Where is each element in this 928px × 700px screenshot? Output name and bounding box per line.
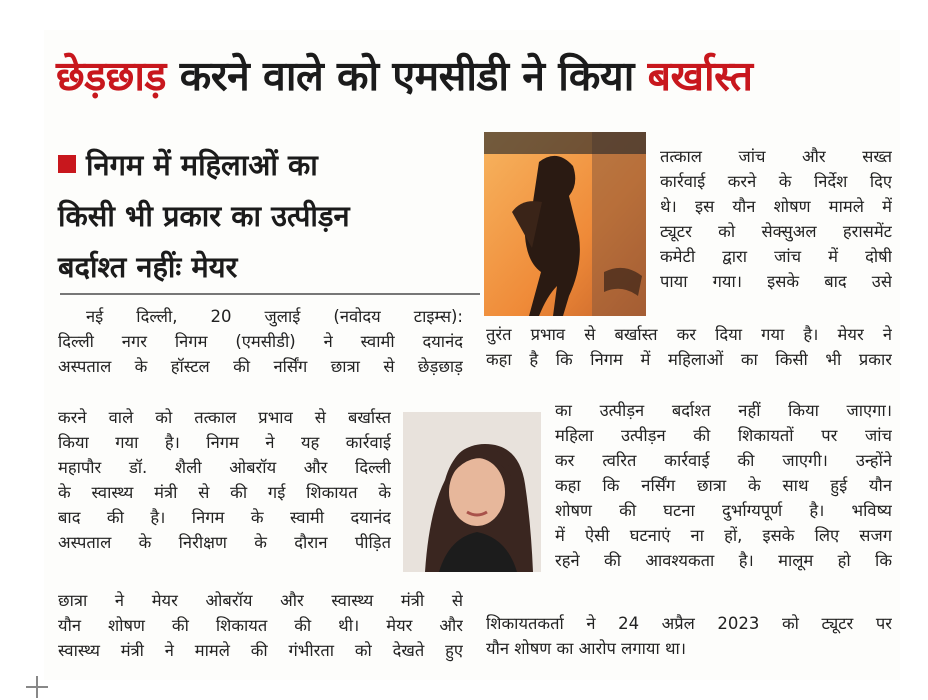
text-line: थे। इस यौन शोषण मामले में [660,197,892,216]
text-line: नई दिल्ली, 20 जुलाई (नवोदय टाइम्स): [86,307,463,326]
text-line: तत्काल जांच और सख्त [660,147,892,166]
text-line: कर त्वरित कार्रवाई की जाएगी। उन्होंने [555,451,892,470]
left-column-text-wrap [58,405,391,555]
text-line: कहा है कि निगम में महिलाओं का किसी भी प्रकार [486,350,892,369]
headline-part-3: बर्खास्त [647,52,753,100]
left-column-text-bottom [58,588,463,663]
left-column-text [58,304,463,379]
mayor-portrait-photo [403,412,541,572]
headline-part-2: करने वाले को एमसीडी ने किया [179,52,634,100]
text-line: स्वास्थ्य मंत्री ने मामले की गंभीरता को देखते हुए [58,641,463,660]
text-line: यौन शोषण की शिकायत की थी। मेयर और [58,616,463,635]
text-line: कार्रवाई करने के निर्देश दिए [660,172,892,191]
text-line: यौन शोषण का आरोप लगाया था। [486,639,687,658]
text-line: छात्रा ने मेयर ओबरॉय और स्वास्थ्य मंत्री से [58,591,463,610]
text-line: पाया गया। इसके बाद उसे [660,272,892,291]
bullet-square-icon [58,155,76,173]
text-line: महिला उत्पीड़न की शिकायतों पर जांच [555,426,892,445]
text-line: करने वाले को तत्काल प्रभाव से बर्खास्त [58,408,391,427]
text-line: में ऐसी घटनाएं ना हों, इसके लिए सजग [555,526,892,545]
text-line: ट्यूटर को सेक्सुअल हरासमेंट [660,222,892,241]
text-line: कहा कि नर्सिंग छात्रा के साथ हुई यौन [555,476,892,495]
subheadline-line: बर्दाश्त नहींः मेयर [58,250,238,284]
crosshair-mark-icon [26,676,48,698]
text-line: शोषण की घटना दुर्भाग्यपूर्ण है। भविष्य [555,501,892,520]
right-column-text-top [660,144,892,294]
right-column-text-bottom [486,611,892,661]
illustration-image [484,132,646,316]
text-line: शिकायतकर्ता ने 24 अप्रैल 2023 को ट्यूटर पर [486,614,892,633]
right-column-text-lower [555,398,892,573]
text-line: बाद की है। निगम के स्वामी दयानंद [58,508,391,527]
text-line: दिल्ली नगर निगम (एमसीडी) ने स्वामी दयानंद [58,332,463,351]
subheadline-line: किसी भी प्रकार का उत्पीड़न [58,199,350,233]
text-line: महापौर डॉ. शैली ओबरॉय और दिल्ली [58,458,391,477]
headline-part-1: छेड़छाड़ [56,52,166,100]
divider [60,293,480,295]
text-line: का उत्पीड़न बर्दाश्त नहीं किया जाएगा। [555,401,892,420]
text-line: अस्पताल के निरीक्षण के दौरान पीड़ित [58,533,391,552]
text-line: तुरंत प्रभाव से बर्खास्त कर दिया गया है। मेयर ने [486,325,892,344]
text-line: के स्वास्थ्य मंत्री से की गई शिकायत के [58,483,391,502]
text-line: किया गया है। निगम ने यह कार्रवाई [58,433,391,452]
headline [56,40,896,112]
text-line: अस्पताल के हॉस्टल की नर्सिंग छात्रा से छेड़छाड़ [58,357,463,376]
right-column-text-mid [486,322,892,372]
text-line: रहने की आवश्यकता है। मालूम हो कि [555,551,892,570]
subheadline-line: निगम में महिलाओं का [58,140,478,191]
subheadline [58,140,478,293]
text-line: कमेटी द्वारा जांच में दोषी [660,247,892,266]
